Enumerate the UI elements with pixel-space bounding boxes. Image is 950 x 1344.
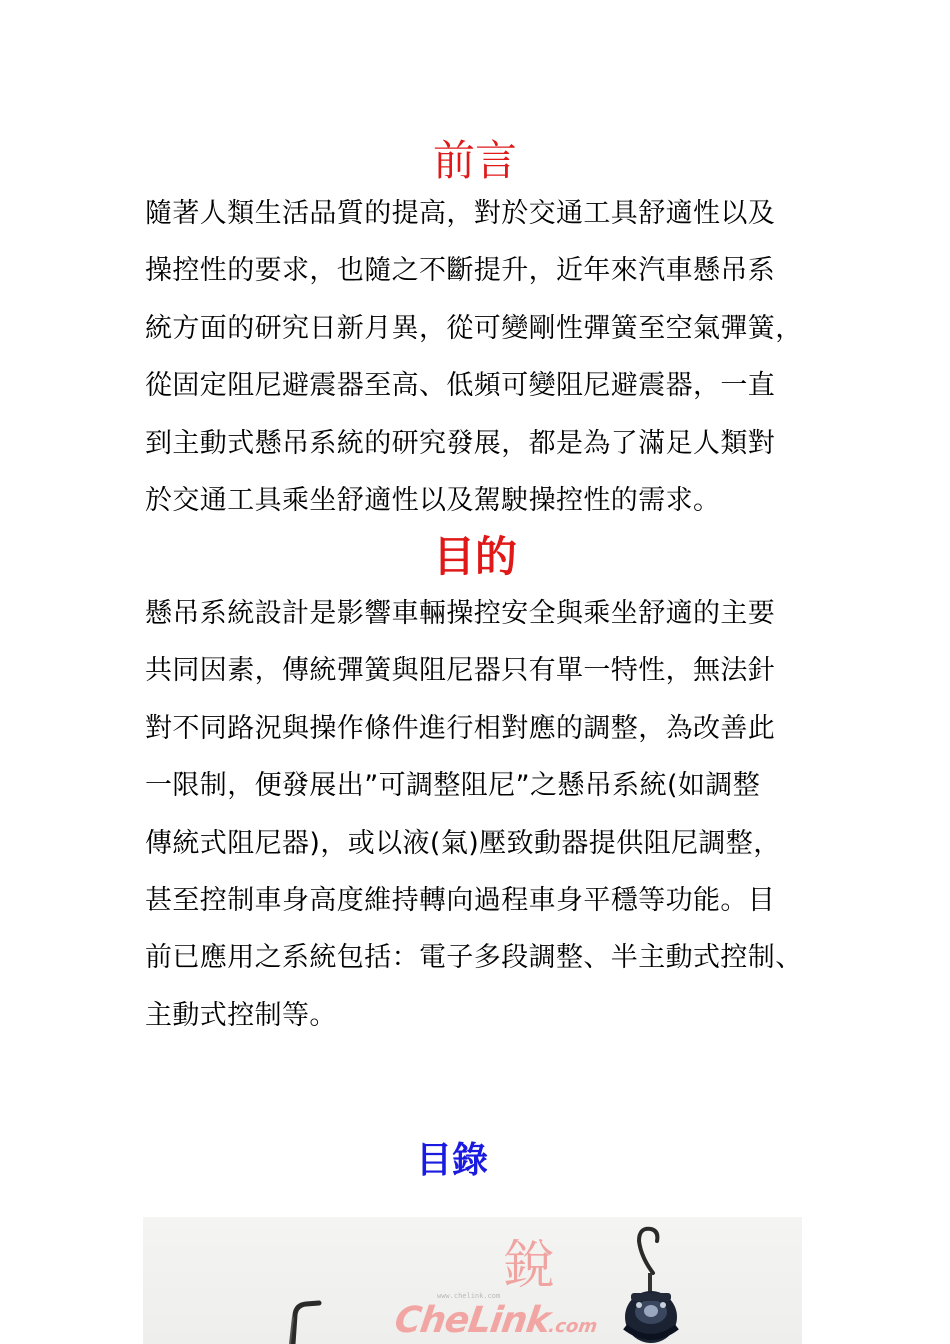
preface-line: 於交通工具乘坐舒適性以及駕駛操控性的需求。: [145, 484, 721, 516]
preface-paragraph: [145, 185, 845, 529]
purpose-line: 主動式控制等。: [145, 999, 337, 1031]
contents-heading: 目錄: [415, 1140, 488, 1181]
watermark-character: 銳: [503, 1236, 556, 1296]
purpose-line: 對不同路況與操作條件進行相對應的調整，為改善此: [145, 712, 776, 744]
preface-line: 操控性的要求，也隨之不斷提升，近年來汽車懸吊系: [145, 255, 776, 287]
preface-line: 從固定阻尼避震器至高、低頻可變阻尼避震器，一直: [145, 370, 776, 402]
purpose-line: 懸吊系統設計是影響車輛操控安全與乘坐舒適的主要: [145, 598, 776, 629]
preface-heading: 前言: [432, 136, 517, 185]
preface-line: 到主動式懸吊系統的研究發展，都是為了滿足人類對: [145, 427, 776, 459]
preface-line: 統方面的研究日新月異，從可變剛性彈簧至空氣彈簧，: [145, 312, 803, 344]
watermark-logo: [392, 1300, 601, 1341]
preface-line: 隨著人類生活品質的提高，對於交通工具舒適性以及: [145, 198, 776, 229]
watermark-suffix: .com: [547, 1316, 599, 1337]
purpose-line: 前已應用之系統包括：電子多段調整、半主動式控制、: [145, 942, 803, 974]
purpose-line: 傳統式阻尼器)，或以液(氣)壓致動器提供阻尼調整，: [145, 827, 781, 859]
watermark-url: www.chelink.com: [437, 1292, 501, 1300]
suspension-image: [143, 1217, 802, 1344]
purpose-line: 一限制，便發展出”可調整阻尼”之懸吊系統(如調整: [145, 770, 761, 802]
purpose-heading: 目的: [432, 532, 517, 581]
purpose-line: 共同因素，傳統彈簧與阻尼器只有單一特性，無法針: [145, 655, 776, 687]
purpose-paragraph: [145, 585, 845, 1044]
watermark-main: CheLink: [392, 1300, 553, 1341]
purpose-line: 甚至控制車身高度維持轉向過程車身平穩等功能。目: [145, 884, 776, 916]
